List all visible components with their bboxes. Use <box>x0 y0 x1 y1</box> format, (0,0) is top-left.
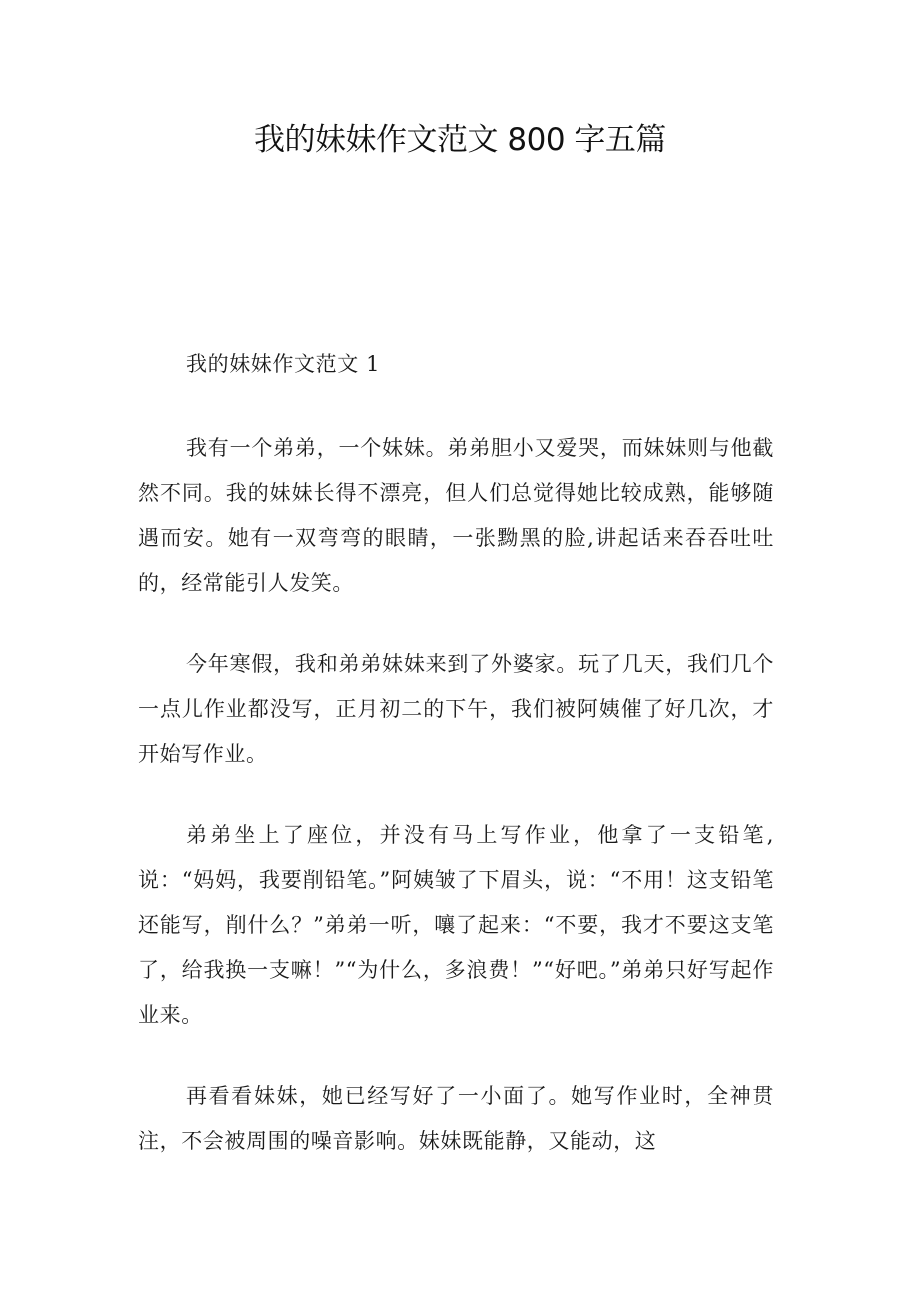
section-heading: 我的妹妹作文范文 1 <box>186 352 381 376</box>
paragraph-2: 今年寒假，我和弟弟妹妹来到了外婆家。玩了几天，我们几个一点儿作业都没写，正月初二的下午，我们被阿姨催了好几次，才开始写作业。 <box>138 652 774 766</box>
document-body <box>138 346 774 1164</box>
document-title: 我的妹妹作文范文 800 字五篇 <box>254 122 666 158</box>
paragraph-1: 我有一个弟弟，一个妹妹。弟弟胆小又爱哭，而妹妹则与他截然不同。我的妹妹长得不漂亮，但人们总觉得她比较成熟，能够随遇而安。她有一双弯弯的眼睛，一张黝黑的脸,讲起话来吞吞吐吐的，经常能引人发笑。 <box>138 436 774 595</box>
paragraph-4: 再看看妹妹，她已经写好了一小面了。她写作业时，全神贯注，不会被周围的噪音影响。妹妹既能静，又能动，这 <box>138 1084 774 1153</box>
paragraph-3: 弟弟坐上了座位，并没有马上写作业，他拿了一支铅笔,说：“妈妈，我要削铅笔。”阿姨皱了下眉头，说：“不用！这支铅笔还能写，削什么？”弟弟一听，嚷了起来：“不要，我才不要这支笔了，给我换一支嘛！”“为什么，多浪费！”“好吧。”弟弟只好写起作业来。 <box>138 823 774 1027</box>
